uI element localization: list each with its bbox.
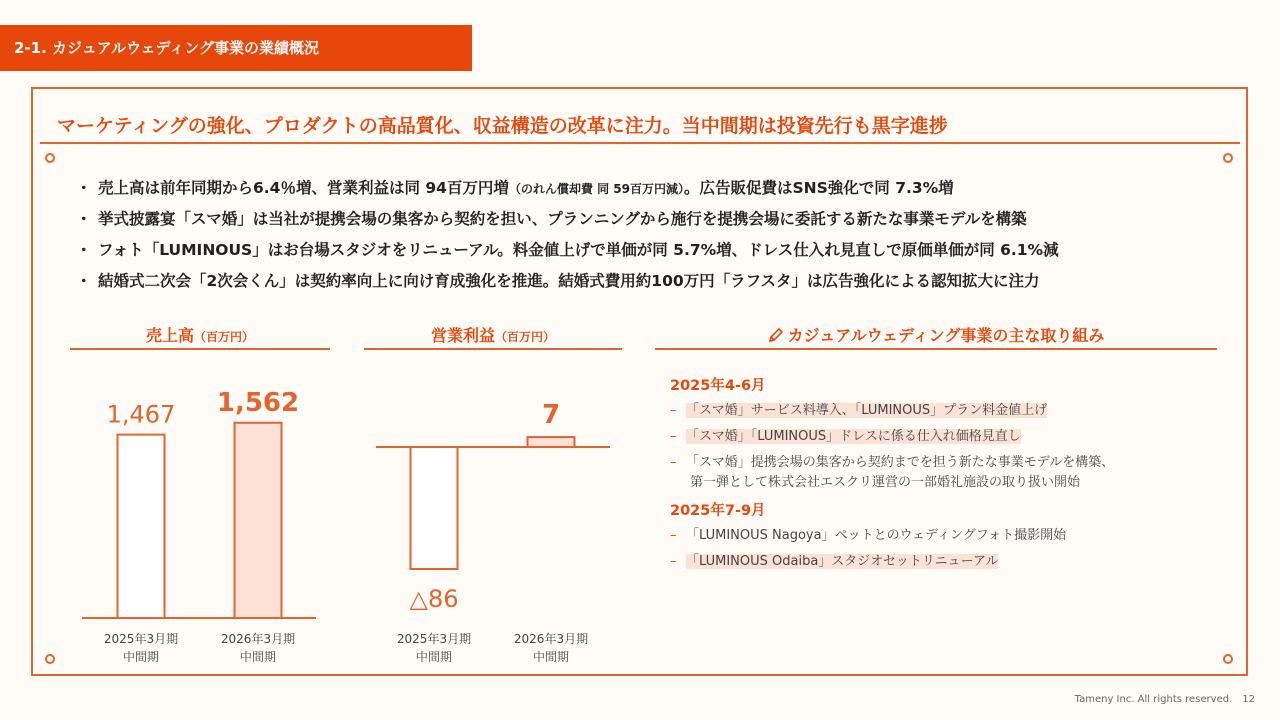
bullet-text-tail: 。広告販促費はSNS強化で同 7.3%増 (684, 179, 954, 197)
category-label: 2026年3月期中間期 (220, 632, 296, 664)
initiative-text: 「スマ婚」サービス料導入、「LUMINOUS」プラン料金値上げ (686, 403, 1048, 418)
copyright-text: Tameny Inc. All rights reserved. (1074, 694, 1233, 705)
bullet-text: 売上高は前年同期から6.4％増、営業利益は同 94百万円増 (98, 179, 509, 197)
sales-title-unit: （百万円） (194, 330, 255, 344)
initiatives-title (655, 323, 1217, 346)
initiative-text: 「LUMINOUS Odaiba」スタジオセットリニューアル (686, 554, 999, 569)
headline: マーケティングの強化、プロダクトの高品質化、収益構造の改革に注力。当中間期は投資先行も黒字進捗 (57, 115, 948, 137)
sales-chart-title (70, 323, 330, 346)
page-number: 12 (1242, 694, 1255, 705)
period-label: 2025年7-9月 (670, 503, 766, 519)
period-label: 2025年4-6月 (670, 378, 766, 394)
bullet-item (76, 176, 1059, 207)
initiatives-panel (670, 372, 1230, 578)
bullet-text: 結婚式二次会「2次会くん」は契約率向上に向け育成強化を推進。結婚式費用約100万円「ラフスタ」は広告強化による認知拡大に注力 (98, 272, 1040, 290)
profit-bar (528, 437, 575, 447)
bullet-item (76, 269, 1059, 300)
sales-title-text: 売上高 (145, 326, 194, 345)
frame-dot-top-right (1223, 153, 1233, 163)
initiative-item: – 「スマ婚」サービス料導入、「LUMINOUS」プラン料金値上げ (670, 403, 1048, 418)
sales-value-label: 1,467 (106, 400, 176, 429)
category-label: 2025年3月期中間期 (103, 632, 179, 664)
profit-bar (411, 447, 458, 569)
initiative-text: 「LUMINOUS Nagoya」ペットとのウェディングフォト撮影開始 (686, 528, 1067, 543)
bullet-list (76, 176, 1059, 300)
bullet-text: 挙式披露宴「スマ婚」は当社が提携会場の集客から契約を担い、プランニングから施行を提携会場に委託する新たな事業モデルを構築 (98, 210, 1027, 228)
page-title: 2-1. カジュアルウェディング事業の業績概況 (14, 39, 320, 57)
frame-dot-bottom-left (45, 654, 55, 664)
initiative-text: 「スマ婚」提携会場の集客から契約までを担う新たな事業モデルを構築、 (686, 455, 1115, 470)
sales-value-label: 1,562 (216, 387, 300, 418)
bullet-text: フォト「LUMINOUS」はお台場スタジオをリニューアル。料金値上げで単価が同 5.7%増、ドレス仕入れ見直しで原価単価が同 6.1%減 (98, 241, 1059, 259)
bullet-note: （のれん償却費 同 59百万円減） (508, 182, 684, 196)
bullet-item (76, 238, 1059, 269)
bullet-item (76, 207, 1059, 238)
profit-title-text: 営業利益 (430, 326, 495, 345)
category-label: 2025年3月期中間期 (396, 632, 472, 664)
initiative-item: – 「スマ婚」提携会場の集客から契約までを担う新たな事業モデルを構築、 第一弾として株式会社エスクリ運営の一部婚礼施設の取り扱い開始 (670, 453, 1230, 493)
sales-bar (118, 435, 165, 618)
profit-value-label: 7 (541, 400, 561, 431)
initiative-text-line2: 第一弾として株式会社エスクリ運営の一部婚礼施設の取り扱い開始 (690, 475, 1081, 490)
initiative-text: 「スマ婚」「LUMINOUS」ドレスに係る仕入れ価格見直し (686, 429, 1021, 444)
headline-rule (40, 142, 1240, 144)
initiatives-title-rule (655, 348, 1217, 350)
profit-title-unit: （百万円） (495, 330, 556, 344)
header-bar (0, 25, 472, 71)
profit-chart-title (364, 323, 622, 346)
initiative-item: – 「スマ婚」「LUMINOUS」ドレスに係る仕入れ価格見直し (670, 429, 1021, 444)
initiative-item: – 「LUMINOUS Odaiba」スタジオセットリニューアル (670, 554, 999, 569)
sales-title-rule (70, 348, 330, 350)
profit-title-rule (364, 348, 622, 350)
frame-dot-top-left (45, 153, 55, 163)
pencil-icon (768, 327, 784, 343)
initiative-item: – 「LUMINOUS Nagoya」ペットとのウェディングフォト撮影開始 (670, 528, 1067, 543)
initiatives-title-text: カジュアルウェディング事業の主な取り組み (787, 326, 1105, 345)
sales-bar (235, 423, 282, 618)
profit-chart (364, 360, 622, 670)
category-label: 2026年3月期中間期 (513, 632, 589, 664)
profit-value-label: △86 (409, 585, 459, 613)
sales-chart (70, 360, 330, 670)
footer (1075, 694, 1255, 705)
frame-dot-bottom-right (1223, 654, 1233, 664)
